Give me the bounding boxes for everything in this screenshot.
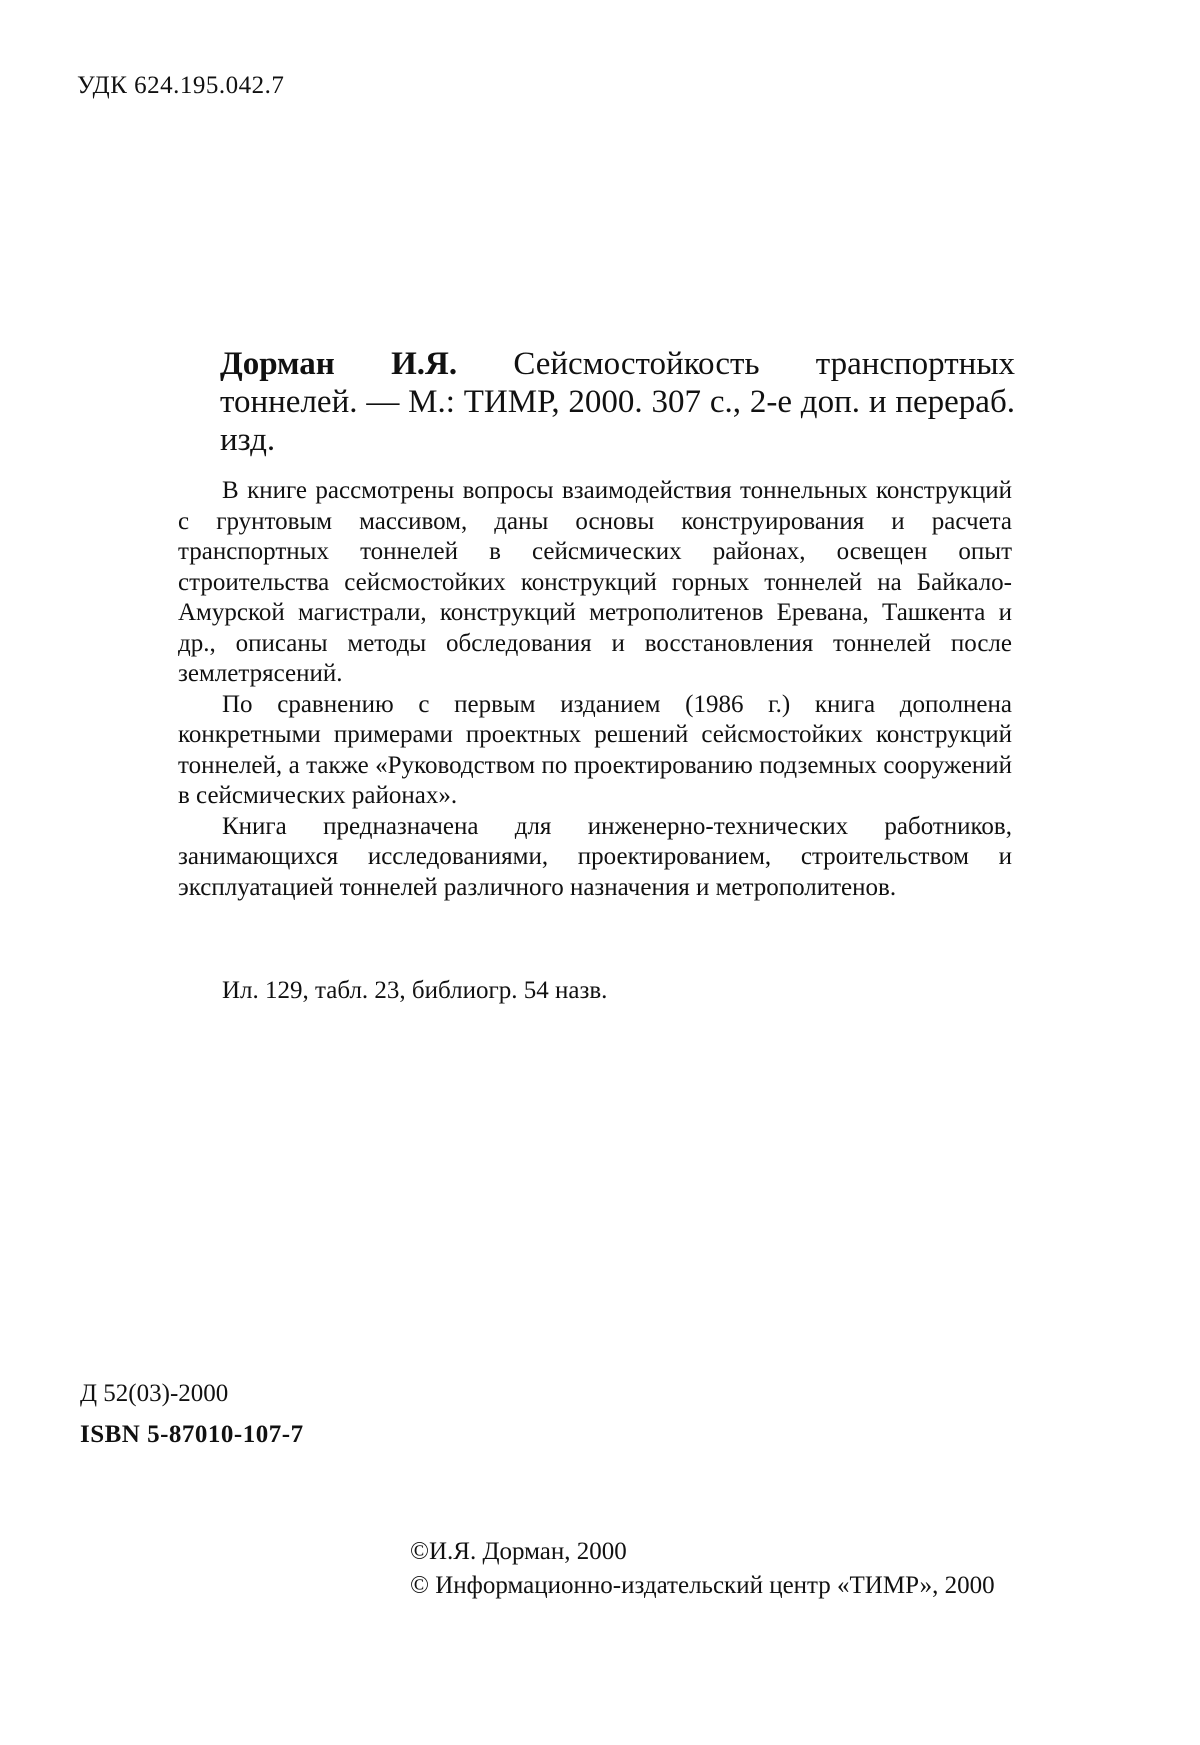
abstract-paragraph: Книга предназначена для инженерно-технических работников, занимающихся исследованиями, проектированием, строительством и эксплуатацией тоннелей различного назначения и метрополитенов.: [178, 812, 1012, 901]
citation-details: Сейсмостойкость транспортных тоннелей. — М.: ТИМР, 2000. 307 с., 2-е доп. и перераб. изд.: [220, 346, 1015, 458]
abstract: [178, 476, 1012, 903]
citation-author: Дорман И.Я.: [220, 346, 458, 382]
copyright-author: ©И.Я. Дорман, 2000: [410, 1538, 627, 1565]
udk-code: УДК 624.195.042.7: [77, 72, 285, 99]
publication-code: Д 52(03)-2000: [80, 1380, 229, 1407]
isbn: ISBN 5-87010-107-7: [80, 1421, 304, 1448]
copyright-publisher: © Информационно-издательский центр «ТИМР», 2000: [410, 1572, 995, 1599]
illustrations-count: Ил. 129, табл. 23, библиогр. 54 назв.: [222, 977, 608, 1004]
abstract-paragraph: По сравнению с первым изданием (1986 г.) книга дополнена конкретными примерами проектных решений сейсмостойких конструкций тоннелей, а также «Руководством по проектированию подземных сооружений в сейсмических районах».: [178, 690, 1012, 809]
bibliographic-citation: [220, 345, 1015, 459]
abstract-paragraph: В книге рассмотрены вопросы взаимодействия тоннельных конструкций с грунтовым массивом, даны основы конструирования и расчета транспортных тоннелей в сейсмических районах, освещен опыт строительства сейсмостойких конструкций горных тоннелей на Байкало-Амурской магистрали, конструкций метрополитенов Еревана, Ташкента и др., описаны методы обследования и восстановления тоннелей после землетрясений.: [178, 477, 1012, 687]
